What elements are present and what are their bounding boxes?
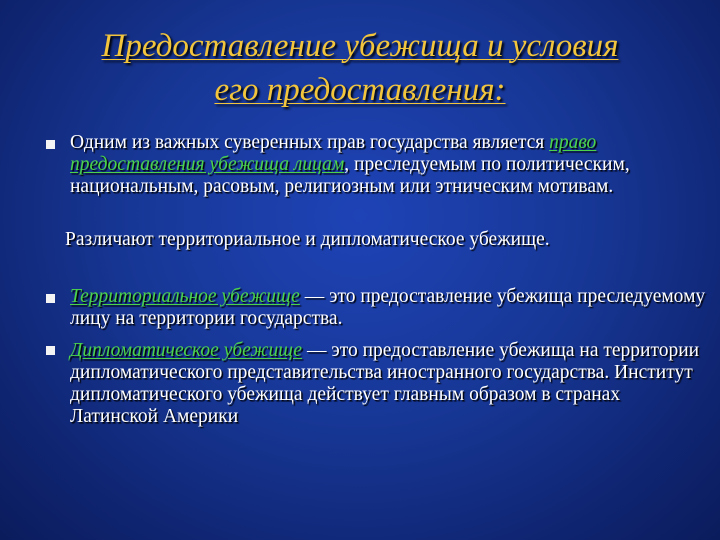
bullet-1-term: право предоставления убежища лицам	[70, 132, 597, 175]
slide-title-line-2: его предоставления:	[214, 72, 506, 108]
bullet-2-rest: — это предоставление убежища преследуемому лицу на территории государства.	[70, 286, 706, 329]
bullet-1-rest: , преследуемым по политическим, национальным, расовым, религиозным или этническим мотивам.	[70, 154, 630, 197]
square-bullet-icon	[46, 294, 55, 303]
slide-title	[30, 24, 690, 112]
bullet-item-2	[70, 286, 710, 330]
bullet-item-3	[70, 340, 710, 428]
bullet-item-1	[70, 132, 710, 198]
square-bullet-icon	[46, 140, 55, 149]
slide-title-line-1: Предоставление убежища и условия	[101, 28, 619, 64]
square-bullet-icon	[46, 346, 55, 355]
bullet-3-rest: — это предоставление убежища на территории дипломатического представительства иностранного государства. Институт дипломатического убежища действует главным образом в странах Латинской Америки	[70, 340, 700, 427]
bullet-2-term: Территориальное убежище	[70, 286, 300, 307]
bullet-3-term: Дипломатическое убежище	[70, 340, 303, 361]
bullet-1-lead: Одним из важных суверенных прав государства является	[70, 132, 545, 153]
asylum-types-note: Различают территориальное и дипломатическое убежище.	[65, 229, 550, 250]
